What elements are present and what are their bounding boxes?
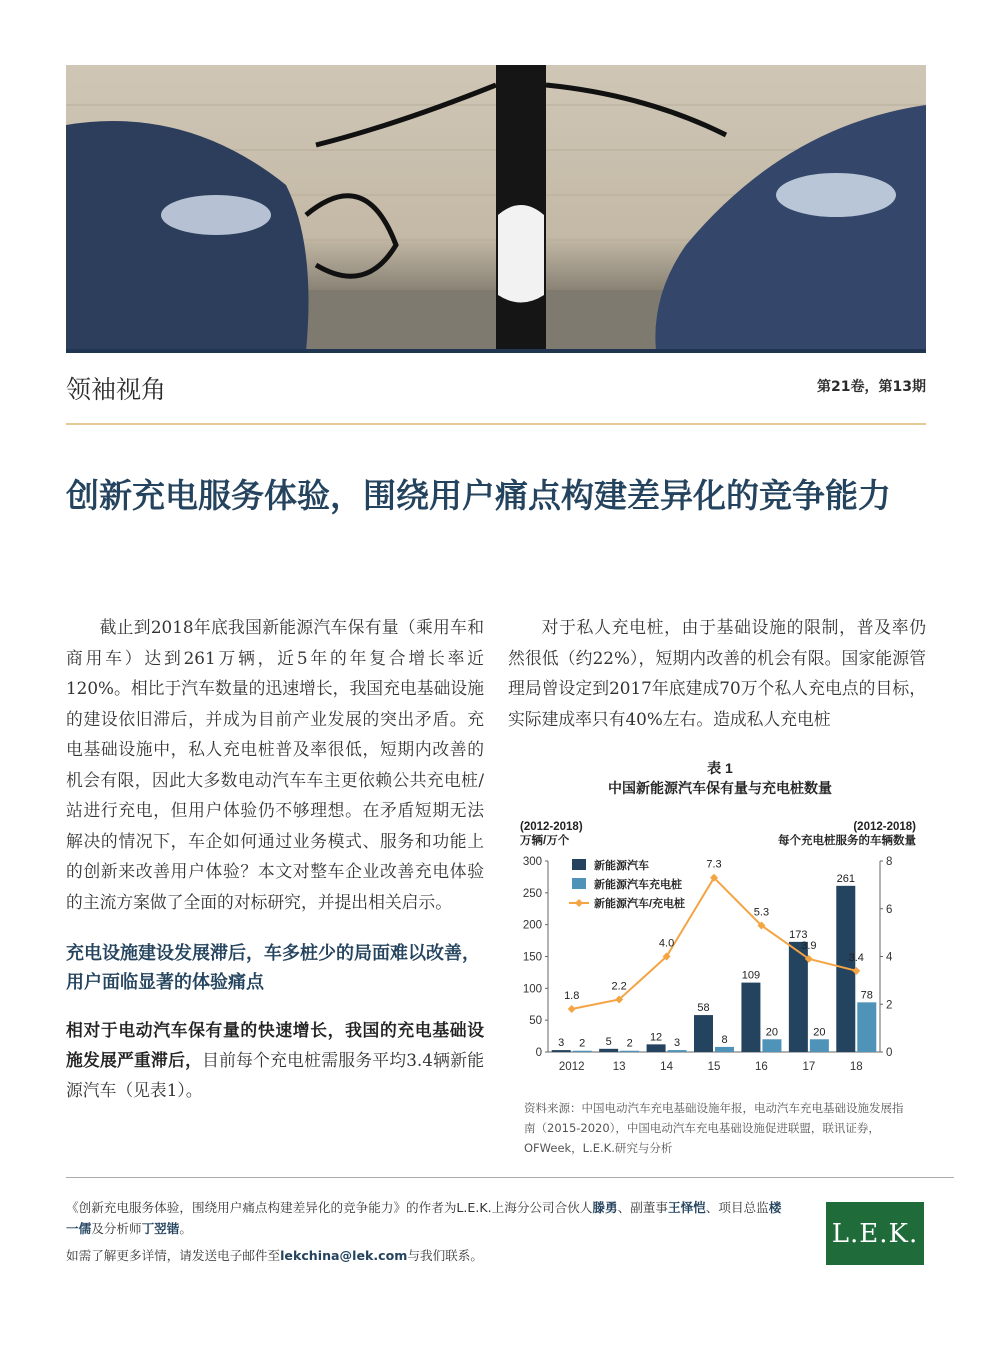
y-tick-label: 50 [529,1015,542,1028]
legend-label-ratio: 新能源汽车/充电桩 [594,898,686,910]
y-tick-label: 0 [535,1047,542,1059]
y-tick-label: 300 [522,856,542,868]
x-tick-label: 14 [660,1061,673,1073]
y-tick-label: 250 [522,887,542,900]
legend-label-chargers: 新能源汽车充电桩 [594,879,682,891]
author-name-2: 王怿恺 [667,1200,706,1215]
x-tick-label: 17 [802,1061,816,1073]
left-column [66,612,484,1105]
y2-tick-label: 8 [886,856,893,868]
bar-vehicles-label: 3 [558,1037,565,1050]
issue-number: 第21卷，第13期 [817,379,926,395]
left-paragraph-2-bold: 相对于电动汽车保有量的快速增长，我国的充电基础设施发展严重滞后， [66,1020,484,1070]
left-paragraph-2-rest: 目前每个充电桩需服务平均3.4辆新能源汽车（见表1）。 [66,1050,484,1100]
bar-vehicles-label: 173 [789,928,808,941]
bar-chargers [620,1051,639,1052]
bar-vehicles [741,983,760,1052]
lek-logo: L.E.K. [826,1202,924,1265]
header-divider [66,423,926,425]
bar-chargers-label: 20 [813,1026,826,1039]
bar-vehicles [789,942,808,1052]
bar-chargers-label: 2 [626,1037,633,1050]
chart-subtitle: 中国新能源汽车保有量与充电桩数量 [608,780,832,796]
hero-photo [66,65,926,351]
right-axis-label-2: 每个充电桩服务的车辆数量 [778,835,916,847]
legend-swatch-vehicles [572,859,586,870]
article-title: 创新充电服务体验，围绕用户痛点构建差异化的竞争能力 [66,476,891,515]
chart-title: 表 1 [707,760,733,776]
x-tick-label: 13 [612,1061,626,1073]
contact-pre: 如需了解更多详情，请发送电子邮件至 [66,1248,281,1263]
bar-vehicles-label: 58 [697,1002,710,1015]
x-tick-label: 15 [707,1061,721,1073]
footer-end: 。 [179,1221,192,1236]
legend-marker-ratio [575,899,583,907]
author-name-4: 丁翌锴 [141,1221,180,1236]
y2-tick-label: 6 [886,903,893,916]
right-paragraph-1: 对于私人充电桩，由于基础设施的限制，普及率仍然很低（约22%），短期内改善的机会有限。国家能源管理局曾设定到2017年底建成70万个私人充电点的目标，实际建成率只有40%左右。造成私人充电桩 [508,617,926,729]
x-tick-label: 18 [849,1061,863,1073]
bar-vehicles [694,1015,713,1052]
ratio-label: 3.9 [801,939,817,952]
footer-divider [66,1177,954,1178]
bar-vehicles [599,1049,618,1052]
right-column [508,612,926,734]
left-paragraph-2 [66,1015,484,1105]
footer-contact [66,1245,483,1264]
ratio-label: 5.3 [753,906,770,919]
footer-authors [66,1197,786,1239]
bar-chargers-label: 78 [860,989,873,1002]
bar-chargers-label: 2 [579,1037,586,1050]
x-tick-label: 2012 [558,1061,585,1073]
y-tick-label: 100 [522,983,542,996]
y2-tick-label: 2 [886,999,893,1012]
bar-chargers [762,1039,781,1052]
left-paragraph-1: 截止到2018年底我国新能源汽车保有量（乘用车和商用车）达到261万辆，近5年的年复合增长率近120%。相比于汽车数量的迅速增长，我国充电基础设施的建设依旧滞后，并成为目前产业发展的突出矛盾。充电基础设施中，私人充电桩普及率很低，短期内改善的机会有限，因此大多数电动汽车车主更依赖公共充电桩/站进行充电，但用户体验仍不够理想。在矛盾短期无法解决的情况下，车企如何通过业务模式、服务和功能上的创新来改善用户体验？本文对整车企业改善充电体验的主流方案做了全面的对标研究，并提出相关启示。 [66,617,484,912]
right-axis-label-1: (2012-2018) [853,821,916,833]
contact-email-link[interactable]: lekchina@lek.com [280,1248,408,1263]
footer-sep-3: 及分析师 [91,1221,142,1236]
hero-bottom-band [66,349,926,353]
bar-vehicles [647,1044,666,1052]
bar-vehicles-label: 109 [741,969,761,982]
left-axis-label-2: 万辆/万个 [520,835,570,847]
ratio-label: 3.4 [848,951,864,964]
chart-container [510,757,930,1087]
y-tick-label: 150 [522,951,542,964]
bar-chargers [715,1047,734,1052]
ratio-point [568,1005,576,1013]
chart-svg [510,757,930,1087]
legend-swatch-chargers [572,878,586,889]
x-tick-label: 16 [755,1061,768,1073]
footer-sep-2: 、项目总监 [705,1200,769,1215]
bar-vehicles-label: 261 [836,872,855,885]
ratio-label: 4.0 [658,937,675,950]
bar-chargers-label: 20 [765,1026,779,1039]
bar-vehicles-label: 5 [605,1035,612,1048]
bar-chargers [668,1050,687,1052]
ratio-label: 2.2 [611,980,627,993]
y2-tick-label: 4 [886,951,893,964]
hero-illustration [66,65,926,351]
y2-tick-label: 0 [886,1047,893,1059]
bar-chargers-label: 3 [674,1037,681,1050]
bar-chargers-label: 8 [721,1033,728,1046]
bar-chargers [857,1002,876,1052]
bar-chargers [810,1039,829,1052]
y-tick-label: 200 [522,919,542,932]
author-name-1: 滕勇 [592,1200,618,1215]
footer-authors-text: 《创新充电服务体验，围绕用户痛点构建差异化的竞争能力》的作者为L.E.K.上海分公司合伙人 [66,1200,593,1215]
author-name-3: 楼一儒 [66,1200,782,1236]
left-axis-label-1: (2012-2018) [520,821,583,833]
legend-label-vehicles: 新能源汽车 [594,860,649,872]
chart-source: 资料来源：中国电动汽车充电基础设施年报，电动汽车充电基础设施发展指南（2015-2020），中国电动汽车充电基础设施促进联盟，联讯证券，OFWeek，L.E.K.研究与分析 [524,1101,904,1155]
bar-chargers [573,1051,592,1052]
section-subheading: 充电设施建设发展滞后，车多桩少的局面难以改善，用户面临显著的体验痛点 [66,943,480,993]
ratio-label: 7.3 [706,858,722,871]
section-label: 领袖视角 [66,375,167,404]
bar-vehicles [552,1050,571,1052]
contact-post: 与我们联系。 [407,1248,483,1263]
ratio-label: 1.8 [564,990,580,1003]
footer-sep-1: 、副董事 [617,1200,668,1215]
bar-vehicles-label: 12 [649,1031,663,1044]
